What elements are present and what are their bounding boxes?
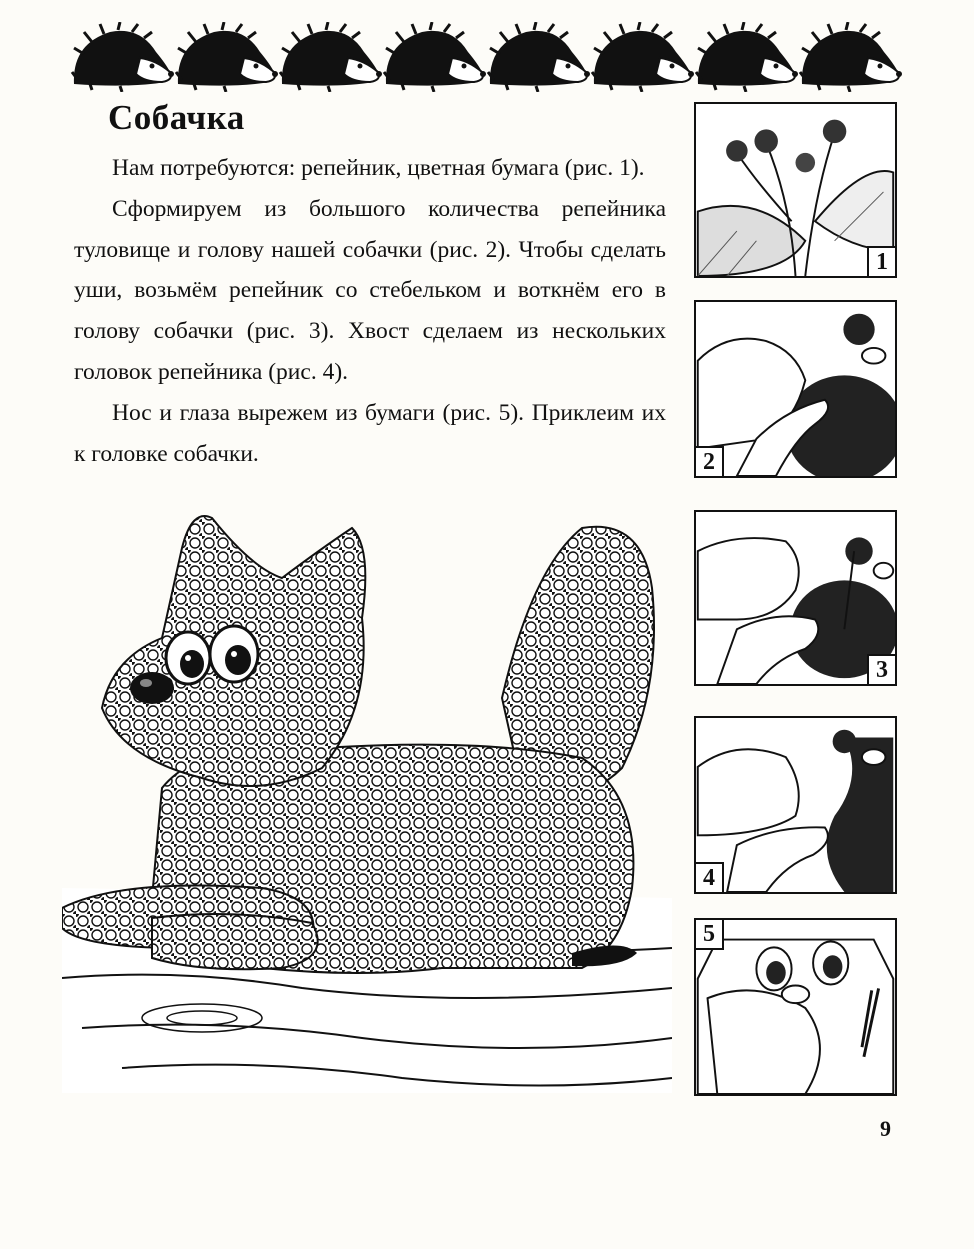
figure-4-panel [694, 716, 897, 894]
figure-3-panel [694, 510, 897, 686]
hands-inserting-ear-icon [696, 512, 895, 684]
hands-forming-tail-icon [696, 718, 895, 892]
figure-1-panel [694, 102, 897, 278]
figure-1-label: 1 [867, 246, 897, 278]
cutting-eyes-icon [696, 920, 895, 1094]
figure-5-label: 5 [694, 918, 724, 950]
paragraph-materials: Нам потребуются: репейник, цветная бумага (рис. 1). [112, 155, 645, 181]
paragraph-face: Нос и глаза вырежем из бумаги (рис. 5). Приклеим их к головке собачки. [74, 399, 666, 467]
page-number: 9 [880, 1116, 891, 1141]
figure-2-panel [694, 300, 897, 478]
page-title: Собачка [108, 98, 245, 137]
hands-shaping-body-icon [696, 302, 895, 476]
burdock-dog-icon [62, 508, 672, 1093]
figure-2-label: 2 [694, 446, 724, 478]
hedgehog-border [70, 22, 908, 92]
burdock-plant-icon [696, 104, 895, 276]
figure-5-panel [694, 918, 897, 1096]
paragraph-body-steps: Сформируем из большого количества репейника туловище и голову нашей собачки (рис. 2). Чтобы сделать уши, возьмём репейник со стебельком и воткнём его в голову собачки (рис. 3). Хвост сделаем из нескольких головок репейника (рис. 4). [74, 195, 666, 385]
figure-4-label: 4 [694, 862, 724, 894]
instructions-text [74, 148, 666, 474]
figure-3-label: 3 [867, 654, 897, 686]
